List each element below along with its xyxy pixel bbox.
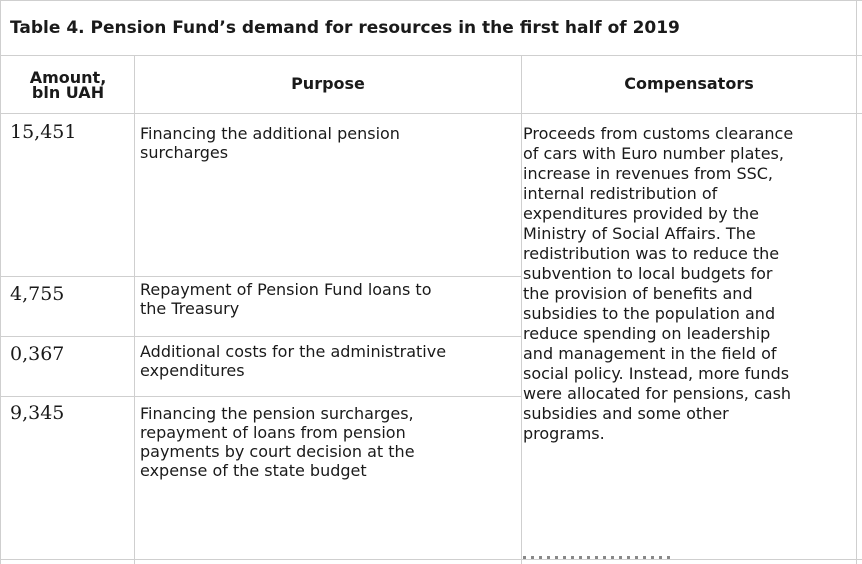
row-2-bottom-border bbox=[0, 336, 522, 337]
header-purpose: Purpose bbox=[291, 74, 365, 93]
row-1-purpose: Financing the additional pension surcharges bbox=[140, 124, 400, 162]
column-divider-2 bbox=[521, 55, 522, 564]
table-bottom-border bbox=[0, 559, 862, 560]
row-4-amount: 9,345 bbox=[10, 402, 65, 424]
row-1-bottom-border bbox=[0, 276, 522, 277]
row-2-purpose: Repayment of Pension Fund loans to the Treasury bbox=[140, 280, 432, 318]
row-1-amount: 15,451 bbox=[10, 121, 77, 143]
table-left-border bbox=[0, 0, 1, 564]
row-4-purpose: Financing the pension surcharges, repayment of loans from pension payments by court decision at the expense of the state budget bbox=[140, 404, 415, 480]
header-amount: Amount, bln UAH bbox=[29, 68, 107, 102]
header-compensators: Compensators bbox=[624, 74, 754, 93]
row-3-amount: 0,367 bbox=[10, 343, 65, 365]
cut-off-text-fragment bbox=[523, 556, 673, 559]
row-2-amount: 4,755 bbox=[10, 283, 65, 305]
row-3-purpose: Additional costs for the administrative expenditures bbox=[140, 342, 447, 380]
row-3-bottom-border bbox=[0, 396, 522, 397]
compensators-text: Proceeds from customs clearance of cars with Euro number plates, increase in revenues from SSC, internal redistribution of expenditures provided by the Ministry of Social Affairs. The redistribution was to reduce the subvention to local budgets for the provision of benefits and subsidies to the population and reduce spending on leadership and management in the field of social policy. Instead, more funds were allocated for pensions, cash subsidies and some other programs. bbox=[523, 124, 794, 443]
table-top-border bbox=[0, 0, 862, 1]
caption-bottom-border bbox=[0, 55, 862, 56]
table-caption: Table 4. Pension Fund’s demand for resources in the first half of 2019 bbox=[10, 18, 680, 38]
header-bottom-border bbox=[0, 113, 862, 114]
column-divider-1 bbox=[134, 55, 135, 564]
